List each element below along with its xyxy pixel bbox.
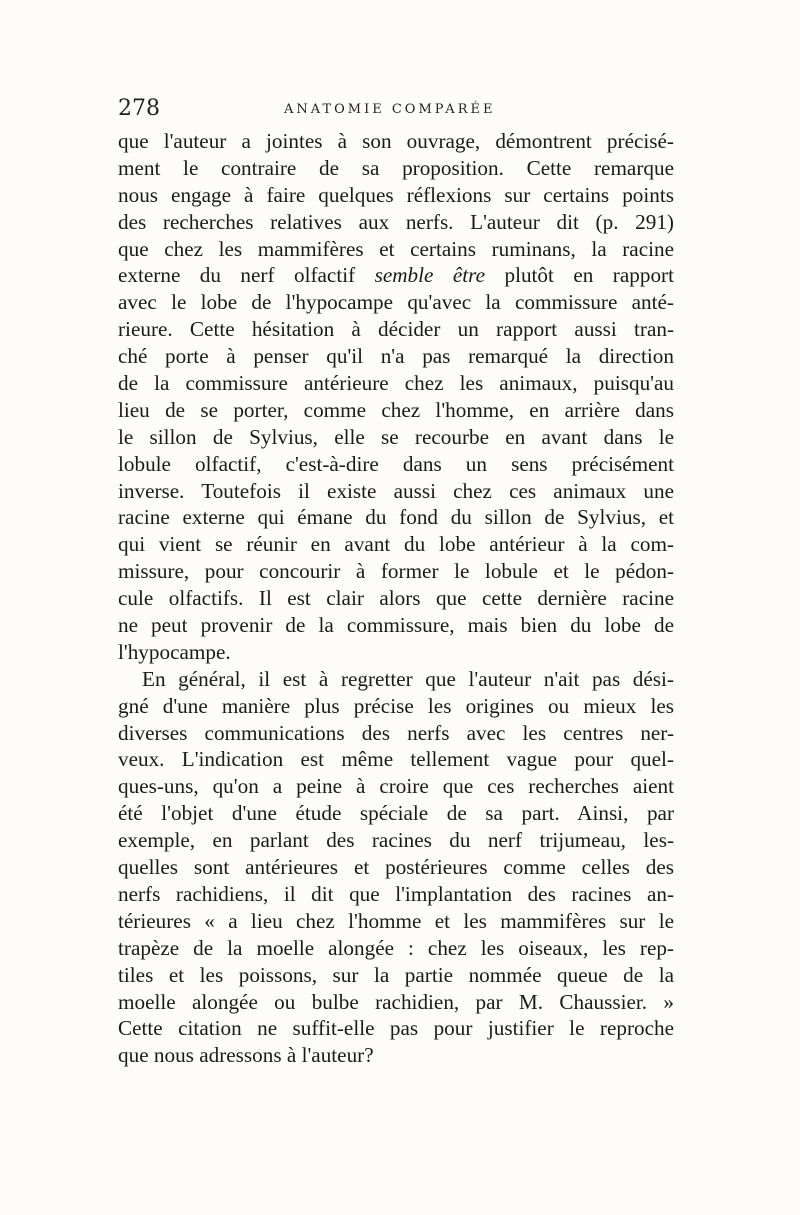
text-line: missure, pour concourir à former le lobule et le pédon- (118, 559, 674, 584)
text-line: que l'auteur a jointes à son ouvrage, démontrent précisé- (118, 129, 674, 153)
text-line: cule olfactifs. Il est clair alors que cette dernière racine (118, 586, 674, 611)
text-line: ques-uns, qu'on a peine à croire que ces recherches aient (118, 774, 674, 799)
page-number: 278 (118, 96, 160, 121)
text-run: externe du nerf olfactif (118, 263, 375, 288)
text-line: été l'objet d'une étude spéciale de sa part. Ainsi, par (118, 801, 674, 826)
text-line: nerfs rachidiens, il dit que l'implantation des racines an- (118, 881, 674, 906)
text-line: le sillon de Sylvius, elle se recourbe en avant dans le (118, 424, 674, 449)
running-head (118, 96, 678, 120)
text-line: inverse. Toutefois il existe aussi chez ces animaux une (118, 478, 674, 503)
text-line: quelles sont antérieures et postérieures comme celles des (118, 855, 674, 880)
running-title: ANATOMIE COMPARÉE (284, 102, 496, 117)
text-line: moelle alongée ou bulbe rachidien, par M. Chaussier. » (118, 989, 674, 1014)
text-run: plutôt en rapport (485, 263, 674, 288)
text-line (118, 262, 674, 289)
text-line: qui vient se réunir en avant du lobe antérieur à la com- (118, 532, 674, 557)
text-line: racine externe qui émane du fond du sillon de Sylvius, et (118, 505, 674, 530)
text-line: térieures « a lieu chez l'homme et les mammifères sur le (118, 908, 674, 933)
text-line: ment le contraire de sa proposition. Cette remarque (118, 155, 674, 180)
text-line: trapèze de la moelle alongée : chez les oiseaux, les rep- (118, 935, 674, 960)
text-line: Cette citation ne suffit-elle pas pour justifier le reproche (118, 1016, 674, 1041)
text-line: tiles et les poissons, sur la partie nommée queue de la (118, 962, 674, 987)
text-line: que chez les mammifères et certains ruminans, la racine (118, 236, 674, 261)
italic-phrase: semble être (374, 263, 486, 288)
text-line: exemple, en parlant des racines du nerf trijumeau, les- (118, 828, 674, 853)
text-line: veux. L'indication est même tellement vague pour quel- (118, 747, 674, 772)
text-line: que nous adressons à l'auteur? (118, 1043, 374, 1068)
text-line: lobule olfactif, c'est-à-dire dans un sens précisément (118, 451, 674, 476)
text-line: ne peut provenir de la commissure, mais bien du lobe de (118, 613, 674, 638)
text-line: des recherches relatives aux nerfs. L'auteur dit (p. 291) (118, 209, 674, 234)
text-line: rieure. Cette hésitation à décider un rapport aussi tran- (118, 317, 674, 342)
paragraph-start-line: En général, il est à regretter que l'auteur n'ait pas dési- (142, 666, 674, 691)
text-line: gné d'une manière plus précise les origines ou mieux les (118, 693, 674, 718)
text-line: l'hypocampe. (118, 639, 231, 664)
text-line: lieu de se porter, comme chez l'homme, en arrière dans (118, 397, 674, 422)
text-line: diverses communications des nerfs avec les centres ner- (118, 720, 674, 745)
text-line: ché porte à penser qu'il n'a pas remarqué la direction (118, 344, 674, 369)
text-line: nous engage à faire quelques réflexions sur certains points (118, 182, 674, 207)
text-line: de la commissure antérieure chez les animaux, puisqu'au (118, 371, 674, 396)
text-line: avec le lobe de l'hypocampe qu'avec la commissure anté- (118, 290, 674, 315)
body-text (118, 128, 674, 1069)
